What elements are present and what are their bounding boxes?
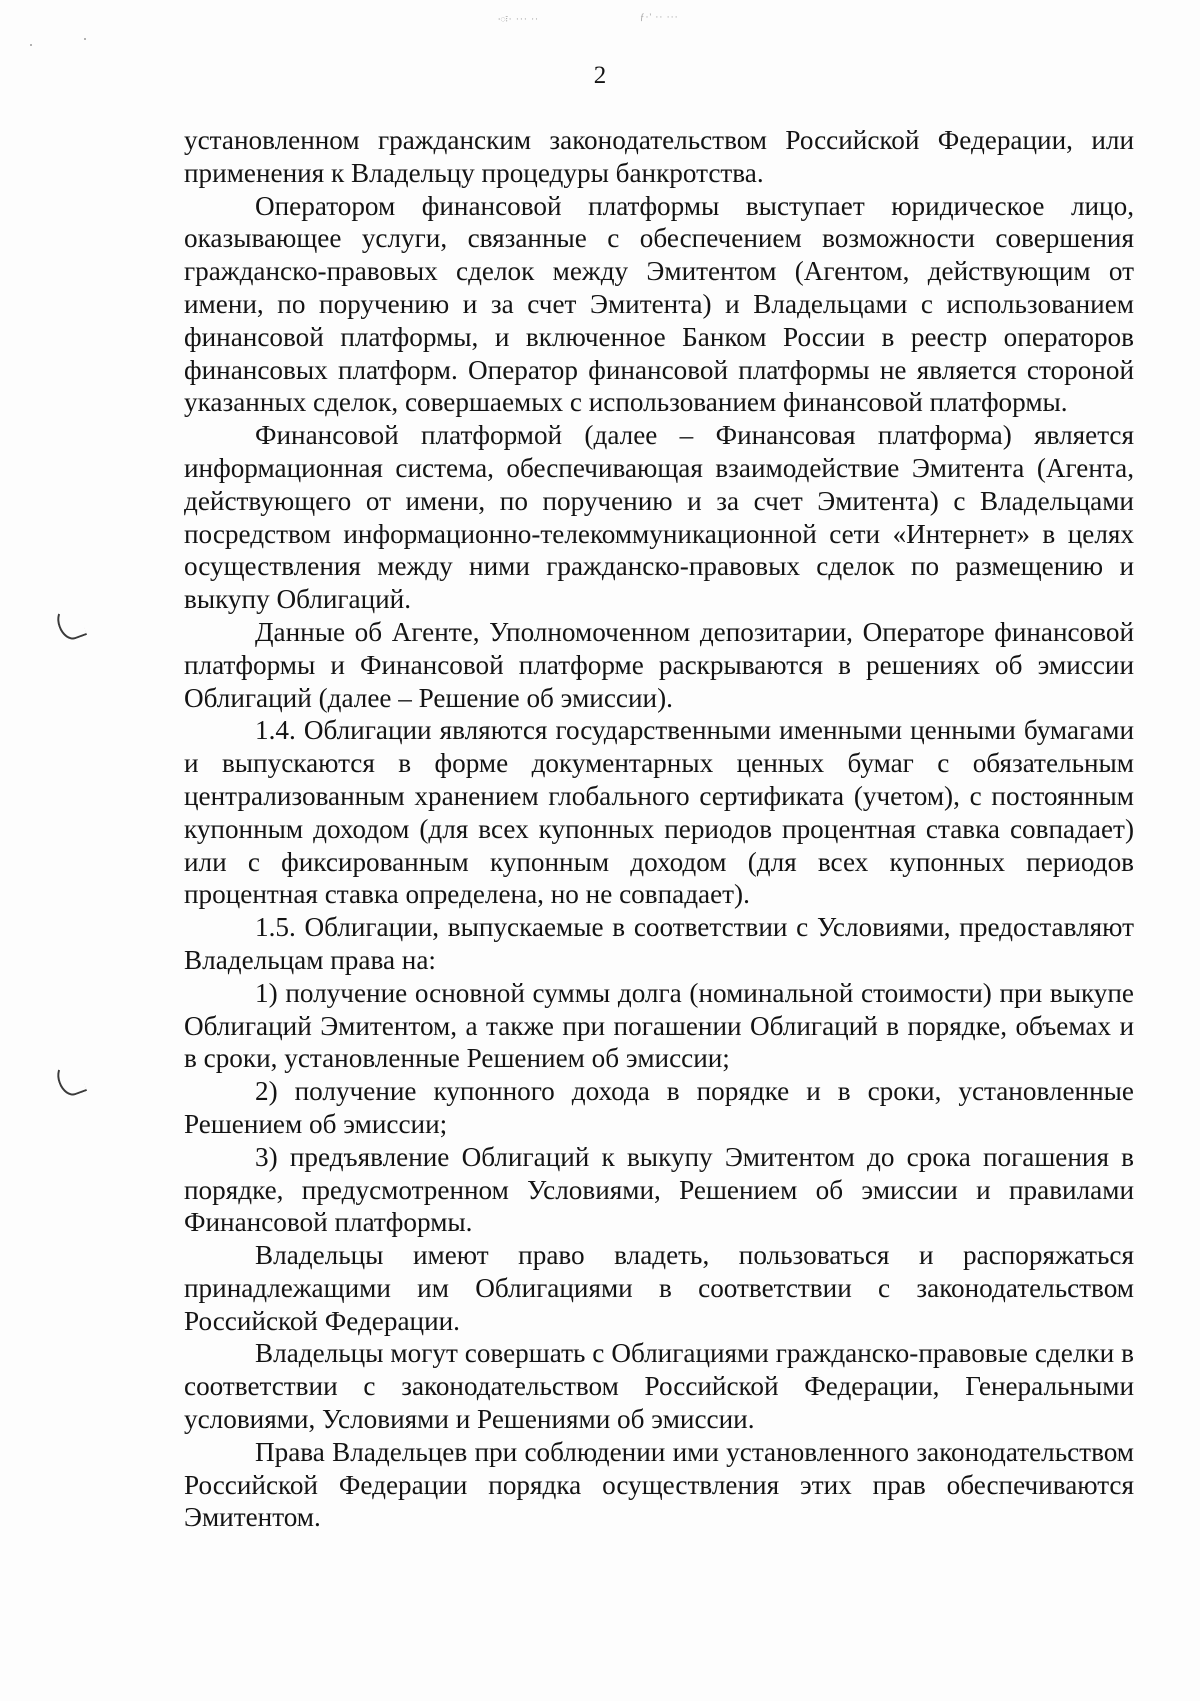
- page-number: 2: [593, 62, 607, 89]
- paragraph-disclosure: Данные об Агенте, Уполномоченном депозитарии, Операторе финансовой платформы и Финансовой платформе раскрываются в решениях об эмиссии Облигаций (далее – Решение об эмиссии).: [184, 616, 1134, 713]
- scan-artifact-left: ·ः· ··· ··: [498, 14, 540, 24]
- list-item-right-2: 2) получение купонного дохода в порядке и в сроки, установленные Решением об эмиссии;: [184, 1076, 1134, 1139]
- list-item-right-3: 3) предъявление Облигаций к выкупу Эмитентом до срока погашения в порядке, предусмотренном Условиями, Решением об эмиссии и правилами Финансовой платформы.: [184, 1141, 1134, 1238]
- paragraph-owner-rights: Владельцы имеют право владеть, пользоваться и распоряжаться принадлежащими им Облигациями в соответствии с законодательством Российской Федерации.: [184, 1240, 1134, 1336]
- paragraph-platform-operator: Оператором финансовой платформы выступает юридическое лицо, оказывающее услуги, связанные с обеспечением возможности совершения гражданско-правовых сделок между Эмитентом (Агентом, действующим от имени, по поручению и за счет Эмитента) и Владельцами с использованием финансовой платформы, и включенное Банком России в реестр операторов финансовых платформ. Оператор финансовой платформы не является стороной указанных сделок, совершаемых с использованием финансовой платформы.: [184, 190, 1134, 418]
- list-item-right-1: 1) получение основной суммы долга (номинальной стоимости) при выкупе Облигаций Эмитентом, а также при погашении Облигаций в порядке, объемах и в сроки, установленные Решением об эмиссии;: [184, 977, 1134, 1074]
- punch-hole-mark-icon: [53, 1059, 87, 1099]
- scan-artifact-right: ƒ·' ·· ···: [640, 12, 679, 22]
- scan-speck: [84, 38, 86, 40]
- paragraph-owner-transactions: Владельцы могут совершать с Облигациями гражданско-правовые сделки в соответствии с законодательством Российской Федерации, Генеральными условиями, Условиями и Решениями об эмиссии.: [184, 1338, 1134, 1435]
- scan-speck: [30, 44, 32, 46]
- paragraph-continuation: установленном гражданским законодательством Российской Федерации, или применения к Владельцу процедуры банкротства.: [184, 125, 1134, 188]
- paragraph-clause-1-4: 1.4. Облигации являются государственными именными ценными бумагами и выпускаются в форме документарных ценных бумаг с обязательным централизованным хранением глобального сертификата (учетом), с постоянным купонным доходом (для всех купонных периодов процентная ставка совпадает) или с фиксированным купонным доходом (для всех купонных периодов процентная ставка определена, но не совпадает).: [184, 715, 1134, 910]
- paragraph-clause-1-5: 1.5. Облигации, выпускаемые в соответствии с Условиями, предоставляют Владельцам права на:: [184, 912, 1134, 975]
- paragraph-rights-ensured: Права Владельцев при соблюдении ими установленного законодательством Российской Федерации порядка осуществления этих прав обеспечиваются Эмитентом.: [184, 1436, 1134, 1533]
- document-body: [184, 124, 1134, 1534]
- punch-hole-mark-icon: [53, 603, 87, 643]
- paragraph-financial-platform: Финансовой платформой (далее – Финансовая платформа) является информационная система, обеспечивающая взаимодействие Эмитента (Агента, действующего от имени, по поручению и за счет Эмитента) с Владельцами посредством информационно-телекоммуникационной сети «Интернет» в целях осуществления между ними гражданско-правовых сделок по размещению и выкупу Облигаций.: [184, 420, 1134, 615]
